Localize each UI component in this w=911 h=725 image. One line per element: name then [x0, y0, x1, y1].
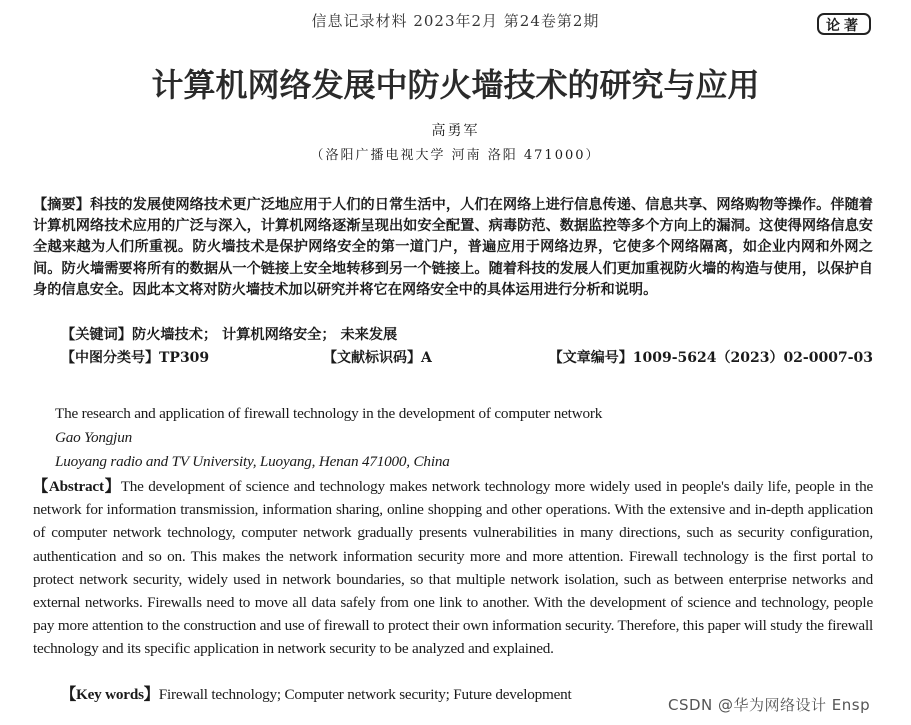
paper-title: 计算机网络发展中防火墙技术的研究与应用 — [151, 66, 760, 104]
section-tag: 论著 — [817, 13, 871, 35]
english-affiliation: Luoyang radio and TV University, Luoyang, Henan 471000, China — [55, 453, 450, 470]
english-keywords — [61, 683, 572, 704]
chinese-abstract: 【摘要】科技的发展使网络技术更广泛地应用于人们的日常生活中，人们在网络上进行信息传递、信息共享、网络购物等操作。伴随着计算机网络技术应用的广泛与深入，计算机网络逐渐呈现出如安全配置、病毒防范、数据监控等多个方向上的漏洞。这使得网络信息安全越来越为人们所重视。防火墙技术是保护网络安全的第一道门户，普遍应用于网络边界，它使多个网络隔离，如企业内网和外网之间。防火墙需要将所有的数据从一个链接上安全地转移到另一个链接上。随着科技的发展人们更加重视防火墙的构造与使用，以保护自身的信息安全。因此本文将对防火墙技术加以研究并将它在网络安全中的具体运用进行分析和说明。 — [33, 197, 873, 298]
csdn-watermark: CSDN @华为网络设计 Ensp — [668, 696, 871, 714]
article-number: 【文章编号】1009-5624（2023）02-0007-03 — [548, 350, 873, 366]
author-name: 高勇军 — [431, 123, 480, 139]
keywords-text: Firewall technology; Computer network security; Future development — [158, 686, 572, 703]
chinese-keywords: 【关键词】防火墙技术； 计算机网络安全； 未来发展 — [61, 327, 398, 343]
journal-header: 信息记录材料 2023年2月 第24卷第2期 — [311, 12, 600, 30]
author-affiliation: （洛阳广播电视大学 河南 洛阳 471000） — [310, 148, 601, 163]
document-code: 【文献标识码】A — [323, 350, 432, 366]
english-abstract — [33, 475, 873, 661]
english-title: The research and application of firewall technology in the development of computer network — [55, 405, 603, 422]
keywords-label: 【Key words】 — [61, 686, 159, 703]
abstract-text: The development of science and technology makes network technology more widely used in people's daily life, people in the network for information transmission, information sharing, online shopping and other operations. With the extensive and in-depth application of computer network technology, computer network gradually presents vulnerabilities in many directions, such as security configuration, authentication and so on. This makes the network information security more and more attention. Firewall technology is the first portal to protect network security, widely used in network boundaries, so that multiple network isolation, such as between enterprise networks and external networks. Firewalls need to move all data safely from one link to another. With the development of science and technology, people pay more attention to the construction and use of firewall to protect their own information security. Therefore, this paper will study the firewall technology and its specific application in network security to be analyzed and explained. — [33, 478, 874, 658]
clc-number: 【中图分类号】TP309 — [61, 350, 210, 366]
abstract-label: 【Abstract】 — [33, 478, 121, 495]
english-author: Gao Yongjun — [55, 429, 132, 446]
